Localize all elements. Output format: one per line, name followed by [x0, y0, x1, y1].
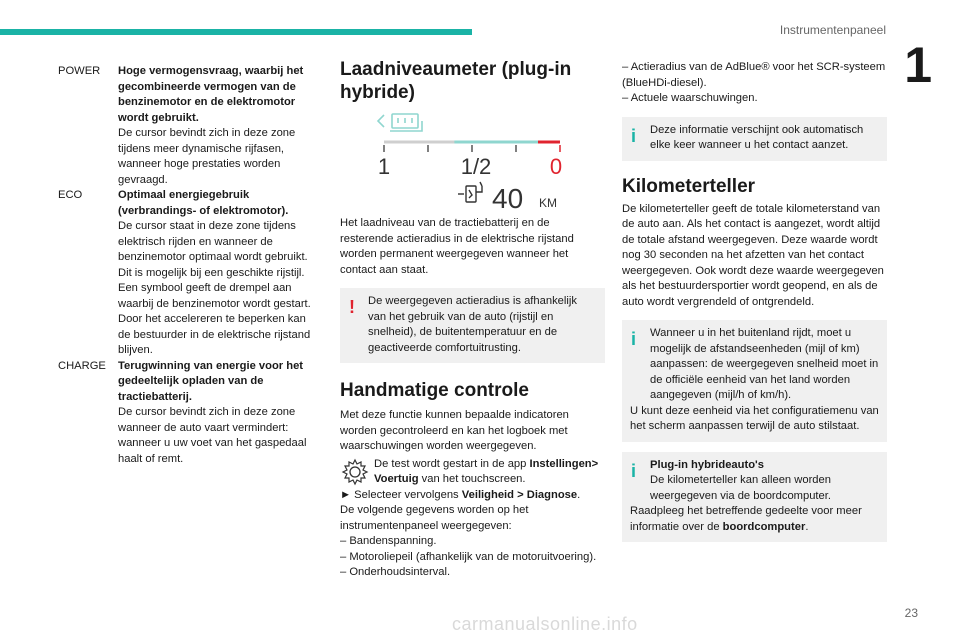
plugin-end: .: [805, 520, 809, 533]
instruction-text: De test wordt gestart in de app: [374, 457, 530, 470]
mode-desc: De cursor staat in deze zone tijdens elektrisch rijden en wanneer de benzinemotor optimaal wordt gebruikt. Dit is mogelijk bij een geschikte rijstijl. Een symbool geeft de drempel aan waarbij de benzinemotor wordt gestart. Door het accelereren te beperken kan de bestuurder in de elektrische rijstand blijven.: [118, 220, 311, 356]
mode-key: CHARGE: [58, 359, 106, 372]
select-bold: Veiligheid > Diagnose: [461, 488, 578, 501]
info-icon: i: [631, 329, 637, 349]
mode-key: ECO: [58, 189, 83, 201]
list-intro: De volgende gegevens worden op het instrumentenpaneel weergegeven:: [340, 504, 529, 532]
list-item: – Bandenspanning.: [340, 535, 437, 547]
charge-gauge: [340, 112, 605, 212]
page-header-title: Instrumentenpaneel: [779, 23, 886, 37]
mode-title: Optimaal energiegebruik (verbrandings- of elektromotor).: [118, 189, 289, 217]
mode-charge: [58, 359, 318, 468]
range-value: 40: [492, 183, 524, 212]
list-item: – Onderhoudsinterval.: [340, 566, 451, 578]
select-instruction: [340, 488, 605, 504]
manual-check-title: Handmatige controle: [340, 380, 529, 401]
info-text: Deze informatie verschijnt ook automatisch elke keer wanneer u het contact aanzet.: [650, 123, 864, 151]
info-box: [622, 320, 887, 442]
column-charge-meter: [340, 58, 605, 581]
mode-title: Terugwinning van energie voor het gedeeltelijk opladen van de tractiebatterij.: [118, 359, 304, 403]
info-text: Wanneer u in het buitenland rijdt, moet u mogelijk de afstandseenheden (mijl of km) aanpassen: de weergegeven snelheid moet in de officiële eenheid van het land worden aangegeven (mijl/h of km/h).: [650, 327, 879, 401]
range-unit: KM: [539, 196, 557, 210]
odometer-body: De kilometerteller geeft de totale kilometerstand van de auto aan. Als het contact is aangezet, wordt altijd de totale afstand weergegeven. Deze waarde wordt nog 30 seconden na het afzetten van het contact weergegeven. Ook wordt deze waarde weergegeven als het bestuurdersportier wordt geopend, en als de auto wordt vergrendeld of ontgrendeld.: [622, 202, 884, 308]
chapter-number: 1: [904, 37, 932, 93]
list-item: – Motoroliepeil (afhankelijk van de motoruitvoering).: [340, 550, 597, 563]
charging-cable-icon: [378, 114, 422, 131]
instruction-bold: Voertuig: [374, 473, 419, 485]
plugin-title: Plug-in hybrideauto's: [650, 458, 764, 471]
header-accent-bar: [0, 29, 472, 35]
charge-meter-body: Het laadniveau van de tractiebatterij en de resterende actieradius in de elektrische rijstand worden permanent weergegeven wanneer het contact aan staat.: [340, 217, 574, 276]
mode-power: [58, 64, 318, 188]
charge-meter-title: Laadniveaumeter (plug-in hybride): [340, 59, 572, 103]
mode-title: Hoge vermogensvraag, waarbij het gecombineerde vermogen van de benzinemotor en de elektromotor wordt gebruikt.: [118, 65, 304, 124]
info-box: [622, 452, 887, 543]
mode-desc: De cursor bevindt zich in deze zone wanneer de auto vaart vermindert: wanneer u uw voet van het gaspedaal haalt of remt.: [118, 406, 307, 465]
manual-check-intro: Met deze functie kunnen bepaalde indicatoren worden gecontroleerd en kan het logboek met waarschuwingen worden weergegeven.: [340, 409, 569, 452]
list-item: – Actieradius van de AdBlue® voor het SCR-systeem (BlueHDi-diesel).: [622, 61, 886, 89]
mode-desc: De cursor bevindt zich in deze zone tijdens meer dynamische rijfasen, wanneer hoge prestaties worden gevraagd.: [118, 127, 296, 186]
gauge-label-empty: 0: [549, 154, 563, 179]
column-modes: [58, 64, 318, 467]
warning-box: [340, 288, 605, 363]
select-suffix: .: [577, 488, 581, 501]
charge-gauge-graphic: [340, 112, 605, 212]
mode-eco: [58, 188, 318, 359]
select-prefix: ► Selecteer vervolgens: [340, 488, 462, 501]
gauge-label-half: 1/2: [460, 154, 492, 179]
column-odometer: [622, 60, 887, 542]
watermark: carmanualsonline.info: [452, 614, 638, 634]
settings-instruction: [340, 457, 605, 488]
gauge-label-full: 1: [377, 154, 391, 179]
info-icon: i: [631, 460, 637, 481]
warning-icon: !: [349, 297, 355, 317]
page-number: 23: [904, 606, 918, 620]
plugin-body: Raadpleeg het betreffende gedeelte voor meer informatie over de: [630, 505, 862, 533]
instruction-bold: Instellingen>: [529, 457, 599, 470]
info-icon: i: [631, 125, 637, 146]
info-text: U kunt deze eenheid via het configuratiemenu van het scherm aanpassen terwijl de auto stilstaat.: [630, 404, 879, 432]
warning-text: De weergegeven actieradius is afhankelijk van het gebruik van de auto (rijstijl en snelheid), de buitentemperatuur en de geactiveerde comfortuitrusting.: [368, 295, 577, 354]
instruction-text: van het touchscreen.: [418, 473, 526, 485]
odometer-title: Kilometerteller: [622, 175, 756, 197]
plugin-body: De kilometerteller kan alleen worden weergegeven via de boordcomputer.: [650, 474, 831, 502]
info-box: [622, 117, 887, 161]
list-item: – Actuele waarschuwingen.: [622, 92, 758, 104]
gear-icon: [340, 457, 370, 487]
plugin-bold: boordcomputer: [722, 520, 806, 533]
mode-key: POWER: [58, 65, 101, 77]
electric-plug-icon: [458, 182, 482, 202]
